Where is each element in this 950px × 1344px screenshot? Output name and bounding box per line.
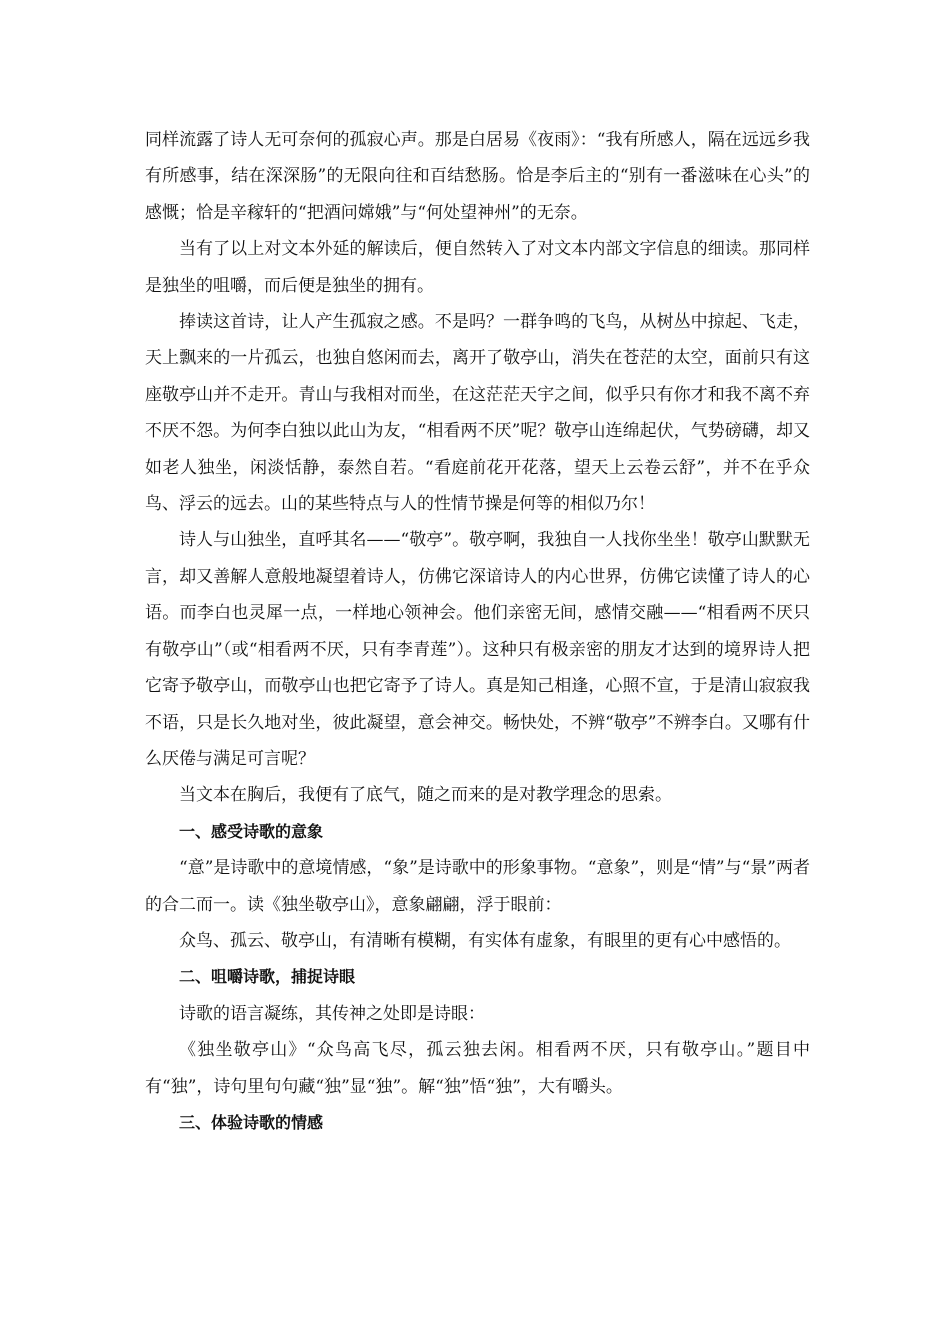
paragraph-7: 众鸟、孤云、敬亭山，有清晰有模糊，有实体有虚象，有眼里的更有心中感悟的。 xyxy=(179,930,791,951)
paragraph-3: 捧读这首诗，让人产生孤寂之感。不是吗？一群争鸣的飞鸟，从树丛中掠起、飞走，天上飘来的一片孤云，也独自悠闲而去，离开了敬亭山，消失在苍茫的太空，面前只有这座敬亭山并不走开。青山与我相对而坐，在这茫茫天宇之间，似乎只有你才和我不离不弃不厌不怨。为何李白独以此山为友，“相看两不厌”呢？敬亭山连绵起伏，气势磅礴，却又如老人独坐，闲淡恬静，泰然自若。“看庭前花开花落，望天上云卷云舒”，并不在乎众鸟、浮云的远去。山的某些特点与人的性情节操是何等的相似乃尔！ xyxy=(145,312,810,515)
paragraph-9: 《独坐敬亭山》“众鸟高飞尽，孤云独去闲。相看两不厌，只有敬亭山。”题目中有“独”，诗句里句句藏“独”显“独”。解“独”悟“独”，大有嚼头。 xyxy=(145,1040,810,1097)
section-heading-3: 三、体验诗歌的情感 xyxy=(179,1112,324,1132)
section-heading-2: 二、咀嚼诗歌，捕捉诗眼 xyxy=(179,967,356,987)
document-page xyxy=(145,122,810,1141)
paragraph-6: “意”是诗歌中的意境情感，“象”是诗歌中的形象事物。“意象”，则是“情”与“景”两者的合二而一。读《独坐敬亭山》，意象翩翩，浮于眼前： xyxy=(145,858,810,915)
paragraph-1: 同样流露了诗人无可奈何的孤寂心声。那是白居易《夜雨》：“我有所感人，隔在远远乡我有所感事，结在深深肠”的无限向往和百结愁肠。恰是李后主的“别有一番滋味在心头”的感慨；恰是辛稼轩的“把酒问嫦娥”与“何处望神州”的无奈。 xyxy=(145,130,810,223)
paragraph-5: 当文本在胸后，我便有了底气，随之而来的是对教学理念的思索。 xyxy=(179,785,672,806)
paragraph-2: 当有了以上对文本外延的解读后，便自然转入了对文本内部文字信息的细读。那同样是独坐的咀嚼，而后便是独坐的拥有。 xyxy=(145,239,810,296)
paragraph-8: 诗歌的语言凝练，其传神之处即是诗眼： xyxy=(179,1003,485,1024)
section-heading-1: 一、感受诗歌的意象 xyxy=(179,821,324,841)
paragraph-4: 诗人与山独坐，直呼其名——“敬亭”。敬亭啊，我独自一人找你坐坐！敬亭山默默无言，却又善解人意般地凝望着诗人，仿佛它深谙诗人的内心世界，仿佛它读懂了诗人的心语。而李白也灵犀一点，一样地心领神会。他们亲密无间，感情交融——“相看两不厌只有敬亭山”（或“相看两不厌，只有李青莲”）。这种只有极亲密的朋友才达到的境界诗人把它寄予敬亭山，而敬亭山也把它寄予了诗人。真是知己相逢，心照不宣，于是清山寂寂我不语，只是长久地对坐，彼此凝望，意会神交。畅快处，不辨“敬亭”不辨李白。又哪有什么厌倦与满足可言呢？ xyxy=(145,530,810,769)
